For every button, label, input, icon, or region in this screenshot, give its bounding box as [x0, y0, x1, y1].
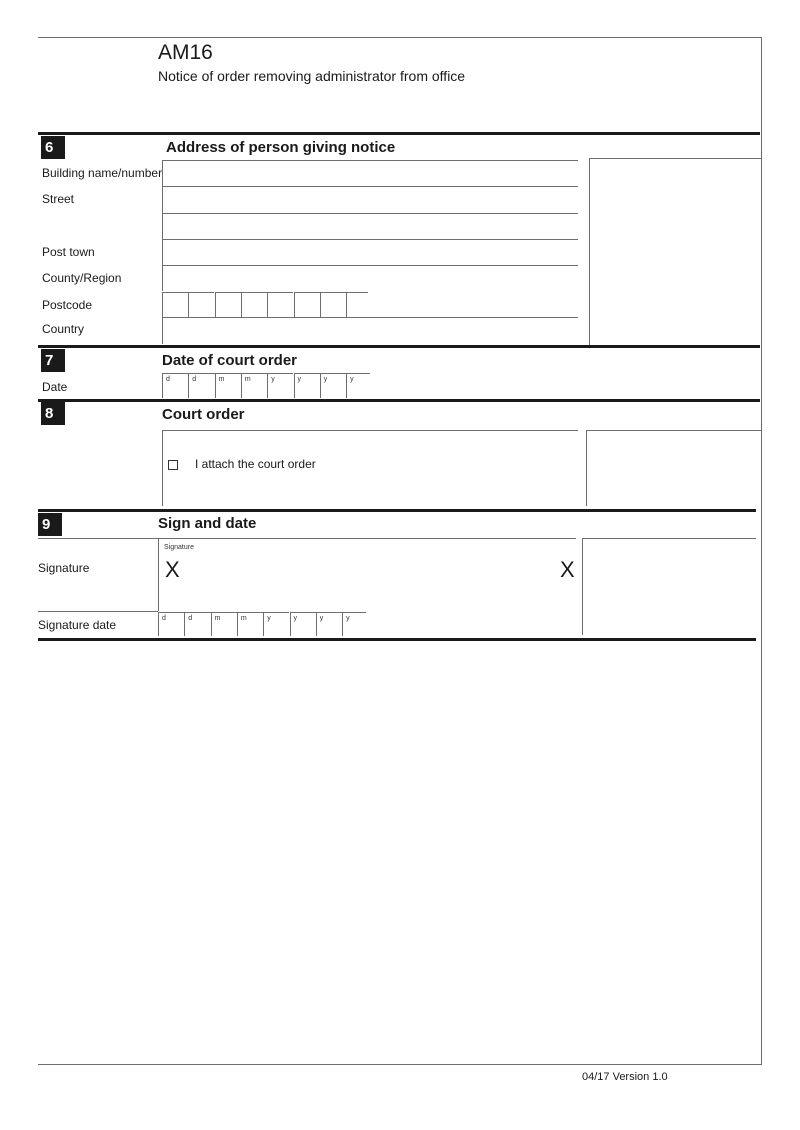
postcode-cell[interactable]: [241, 292, 267, 317]
court-order-date-cell[interactable]: y: [346, 373, 370, 398]
postcode-label: Postcode: [42, 298, 93, 312]
street-field-2[interactable]: [162, 213, 578, 239]
section9-title: Sign and date: [158, 515, 257, 532]
right-border: [761, 37, 762, 1065]
version-text: 04/17 Version 1.0: [582, 1071, 668, 1083]
attach-court-order-checkbox[interactable]: [168, 460, 178, 470]
postcode-cell[interactable]: [346, 292, 368, 317]
court-order-date-cell[interactable]: y: [267, 373, 293, 398]
signature-label: Signature: [38, 561, 90, 575]
date-label: Date: [42, 380, 68, 394]
post-town-field[interactable]: [162, 239, 578, 265]
section7-rule: [38, 345, 760, 348]
section6-title: Address of person giving notice: [166, 139, 396, 156]
street-label: Street: [42, 192, 75, 206]
country-field[interactable]: [162, 317, 578, 344]
court-order-date-cell[interactable]: m: [241, 373, 267, 398]
street-field-1[interactable]: [162, 186, 578, 213]
postcode-cell[interactable]: [294, 292, 320, 317]
attach-court-order-label: I attach the court order: [195, 457, 316, 471]
signature-date-cell[interactable]: m: [237, 612, 263, 636]
signature-date-cell[interactable]: y: [342, 612, 366, 636]
signature-date-cell[interactable]: d: [158, 612, 184, 636]
court-order-date-cell[interactable]: d: [188, 373, 214, 398]
section6-number: 6: [41, 136, 65, 159]
postcode-cell[interactable]: [215, 292, 241, 317]
postcode-cell[interactable]: [320, 292, 346, 317]
county-field[interactable]: [162, 265, 578, 291]
signature-date-cell[interactable]: y: [316, 612, 342, 636]
building-field[interactable]: [162, 160, 578, 186]
bottom-border: [38, 1064, 762, 1065]
section6-side-box: [589, 158, 761, 346]
section8-rule: [38, 399, 760, 402]
section9-number: 9: [38, 513, 62, 536]
section7-number: 7: [41, 349, 65, 372]
section6-rule: [38, 132, 760, 135]
signature-date-label: Signature date: [38, 618, 117, 632]
signature-date-cell[interactable]: y: [290, 612, 316, 636]
signature-box[interactable]: [158, 538, 576, 611]
top-border: [38, 37, 762, 38]
section9-side-box: [582, 538, 756, 635]
court-order-date-cell[interactable]: y: [294, 373, 320, 398]
signature-x-right: X: [560, 557, 575, 582]
section8-title: Court order: [162, 406, 245, 423]
court-order-date-cell[interactable]: m: [215, 373, 241, 398]
section8-side-box: [586, 430, 761, 506]
county-label: County/Region: [42, 271, 122, 285]
form-code: AM16: [158, 41, 213, 64]
building-label: Building name/number: [42, 166, 163, 180]
signature-box-label: Signature: [164, 544, 194, 551]
post-town-label: Post town: [42, 245, 95, 259]
signature-date-cell[interactable]: m: [211, 612, 237, 636]
postcode-cell[interactable]: [267, 292, 293, 317]
court-order-date-cell[interactable]: y: [320, 373, 346, 398]
section8-number: 8: [41, 402, 65, 425]
signature-date-row-top: [38, 611, 158, 612]
form-title: Notice of order removing administrator from office: [158, 68, 466, 84]
signature-x-left: X: [165, 557, 180, 582]
section7-title: Date of court order: [162, 352, 298, 369]
signature-row-top: [38, 538, 158, 539]
section9-bottom-rule: [38, 638, 756, 641]
postcode-cell[interactable]: [188, 292, 214, 317]
signature-date-cell[interactable]: d: [184, 612, 210, 636]
postcode-cell[interactable]: [162, 292, 188, 317]
signature-date-cell[interactable]: y: [263, 612, 289, 636]
section9-rule: [38, 509, 756, 512]
court-order-date-cell[interactable]: d: [162, 373, 188, 398]
country-label: Country: [42, 322, 85, 336]
